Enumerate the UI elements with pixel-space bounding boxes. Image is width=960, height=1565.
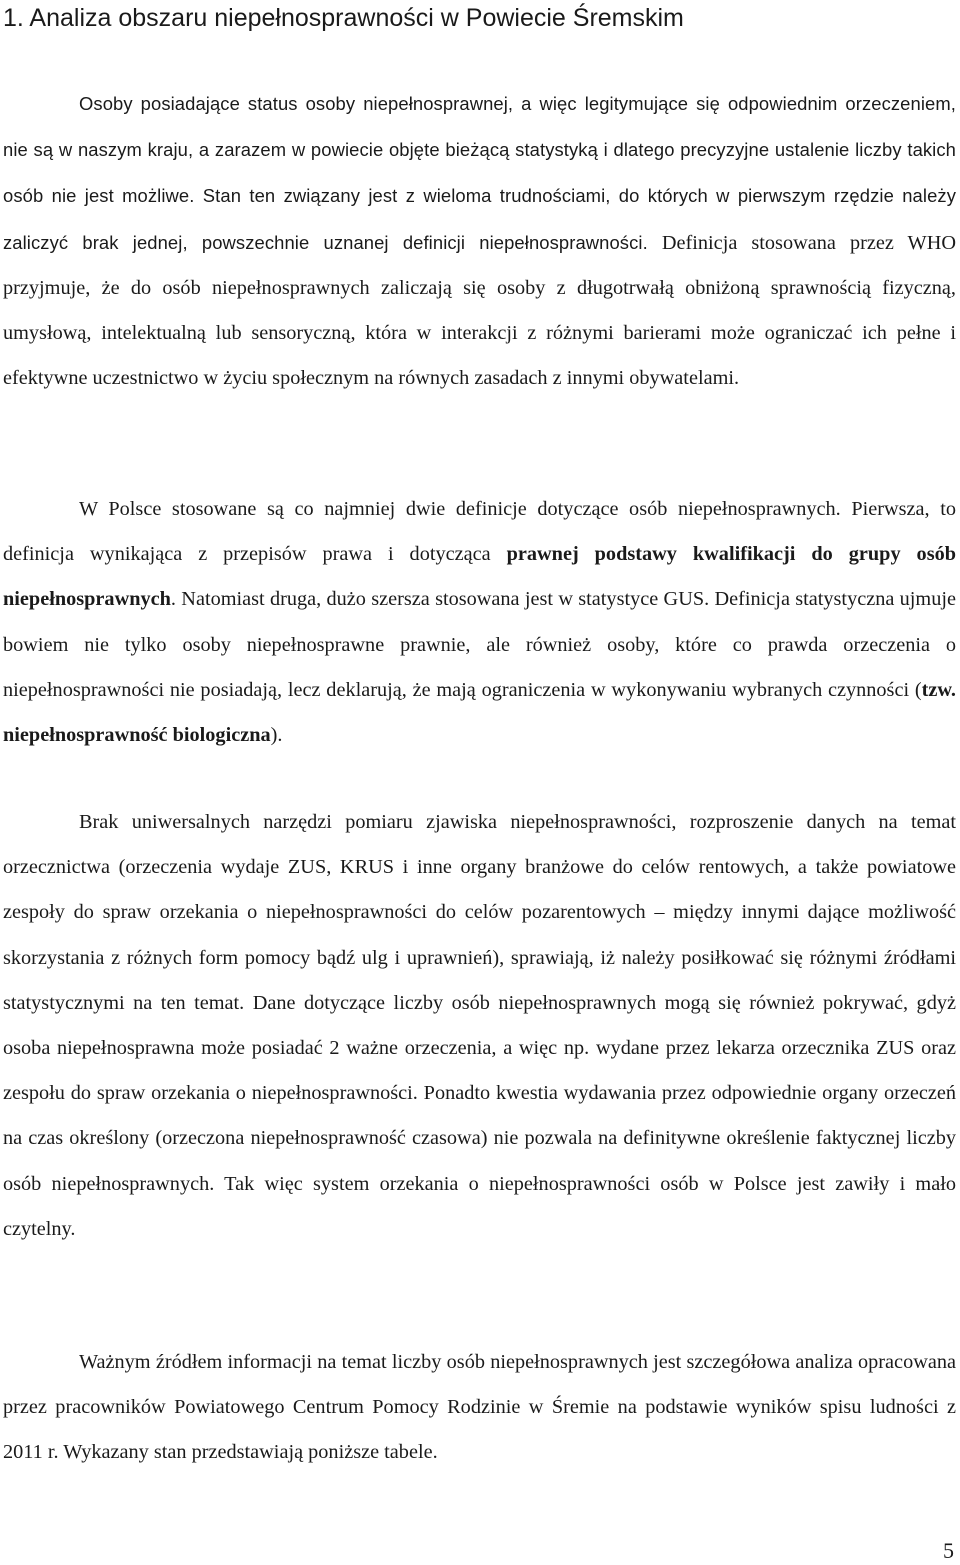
bold-phrase: prawnej podstawy kwalifikacji do grupy osób niepełnosprawnych bbox=[3, 543, 957, 611]
paragraph-text: Osoby posiadające status osoby niepełnosprawnej, a więc legitymujące się odpowiednim orzeczeniem, nie są w naszym kraju, a zarazem w powiecie objęte bieżącą statystyką i dlatego precyzyjne ustalenie liczby takich osób nie jest możliwe. Stan ten związany jest z wieloma trudnościami, do których w pierwszym rzędzie należy zaliczyć brak jednej, powszechnie uznanej definicji niepełnosprawności. bbox=[3, 93, 956, 253]
paragraph-definitions-intro bbox=[3, 81, 956, 401]
paragraph-data-source: Ważnym źródłem informacji na temat liczby osób niepełnosprawnych jest szczegółowa analiza opracowana przez pracowników Powiatowego Centrum Pomocy Rodzinie w Śremie na podstawie wyników spisu ludności z 2011 r. Wykazany stan przedstawiają poniższe tabele. bbox=[3, 1351, 956, 1464]
paragraph-text: Definicja stosowana przez WHO przyjmuje, że do osób niepełnosprawnych zaliczają się osoby z długotrwałą obniżoną sprawnością fizyczną, umysłową, intelektualną lub sensoryczną, która w interakcji z różnymi barierami może ograniczać ich pełne i efektywne uczestnictwo w życiu społecznym na równych zasadach z innymi obywatelami. bbox=[3, 231, 956, 390]
bold-phrase: tzw. niepełnosprawność biologiczna bbox=[3, 678, 956, 747]
paragraph-text: W Polsce stosowane są co najmniej dwie definicje dotyczące osób niepełnosprawnych. Pierwsza, to definicja wynikająca z przepisów prawa i dotycząca bbox=[3, 498, 956, 566]
page-number: 5 bbox=[943, 1538, 954, 1563]
paragraph-text: . Natomiast druga, dużo szersza stosowana jest w statystyce GUS. Definicja statystyczna ujmuje bowiem nie tylko osoby niepełnosprawne prawnie, ale również osoby, które co prawda orzeczenia o niepełnosprawności nie posiadają, lecz deklarują, że mają ograniczenia w wykonywaniu wybranych czynności ( bbox=[3, 588, 956, 701]
paragraph-text: ). bbox=[270, 724, 283, 747]
section-heading: 1. Analiza obszaru niepełnosprawności w Powiecie Śremskim bbox=[3, 4, 684, 32]
paragraph-measurement-issues: Brak uniwersalnych narzędzi pomiaru zjawiska niepełnosprawności, rozproszenie danych na temat orzecznictwa (orzeczenia wydaje ZUS, KRUS i inne organy branżowe do celów rentowych, a także powiatowe zespoły do spraw orzekania o niepełnosprawności do celów pozarentowych – między innymi dające możliwość skorzystania z różnych form pomocy bądź ulg i uprawnień), sprawiają, iż należy posiłkować się różnymi źródłami statystycznymi na ten temat. Dane dotyczące liczby osób niepełnosprawnych mogą się również pokrywać, gdyż osoba niepełnosprawna może posiadać 2 ważne orzeczenia, a więc np. wydane przez lekarza orzecznika ZUS oraz zespołu do spraw orzekania o niepełnosprawności. Ponadto kwestia wydawania przez odpowiednie organy orzeczeń na czas określony (orzeczona niepełnosprawność czasowa) nie pozwala na definitywne określenie faktycznej liczby osób niepełnosprawnych. Tak więc system orzekania o niepełnosprawności osób w Polsce jest zawiły i mało czytelny. bbox=[3, 811, 956, 1240]
paragraph-definitions-poland bbox=[3, 487, 956, 758]
